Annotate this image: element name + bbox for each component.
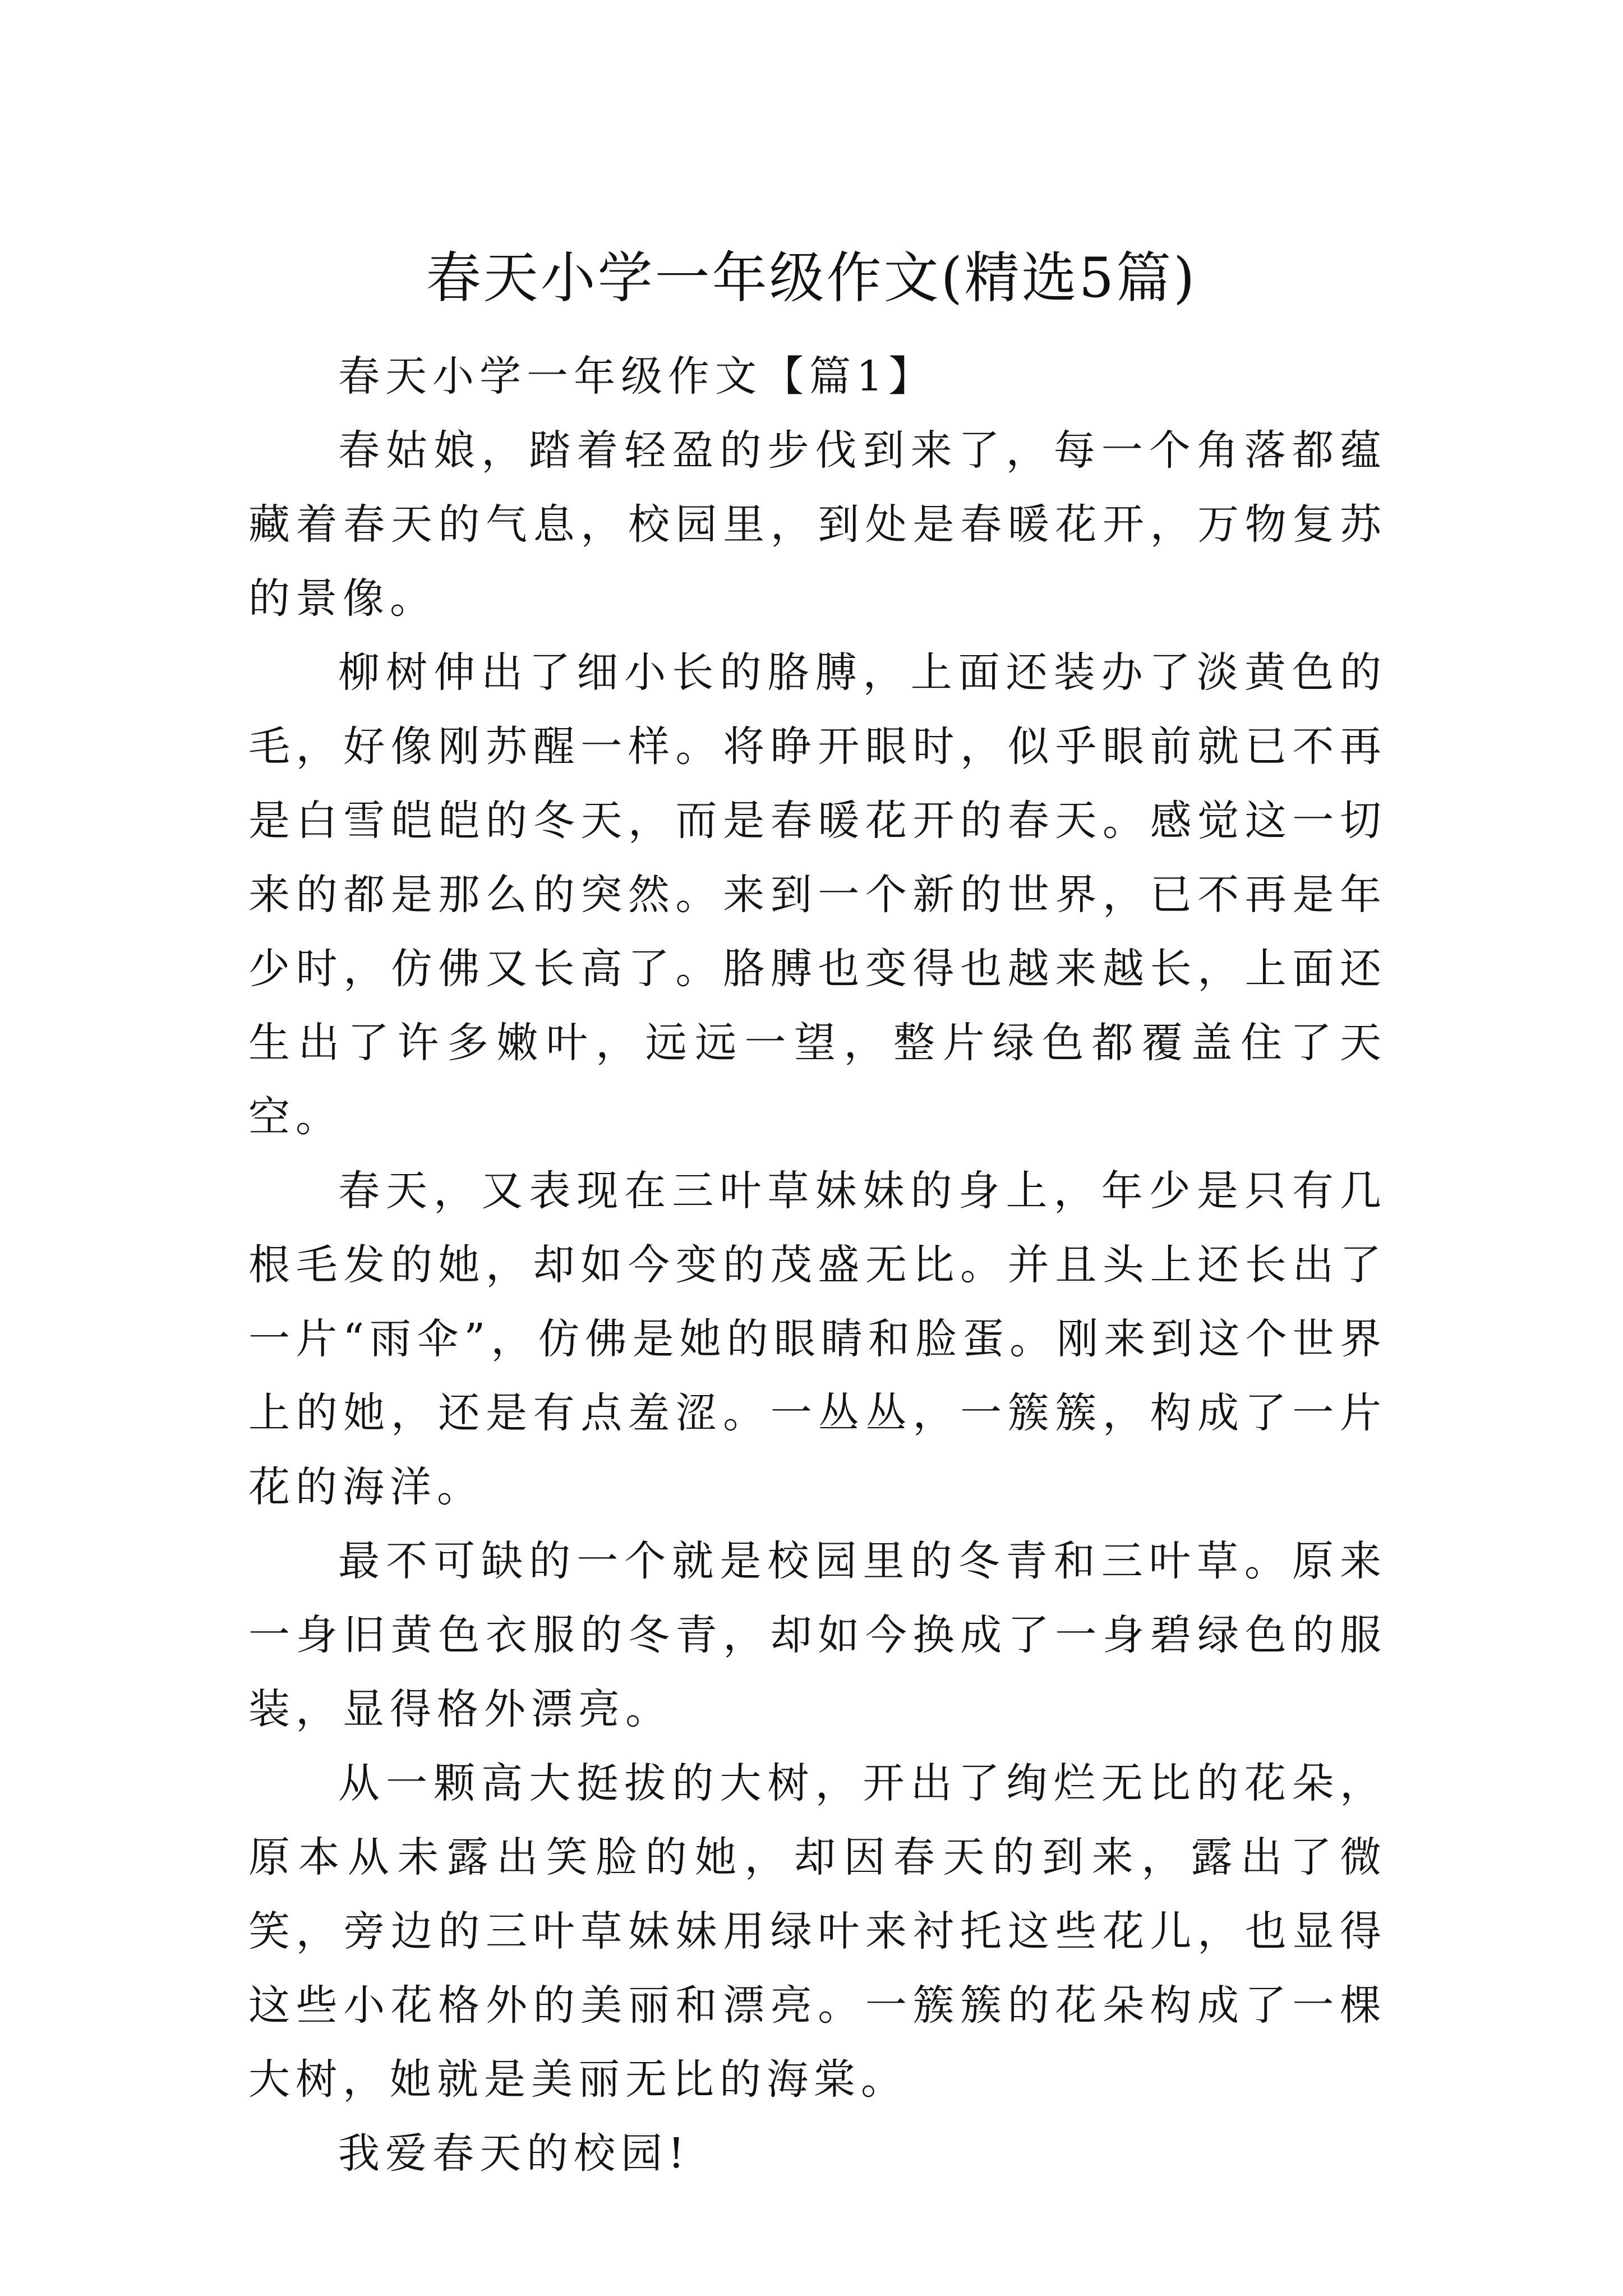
paragraph: 从一颗高大挺拔的大树，开出了绚烂无比的花朵，原本从未露出笑脸的她，却因春天的到来，露出了微笑，旁边的三叶草妹妹用绿叶来衬托这些花儿，也显得这些小花格外的美丽和漂亮。一簇簇的花朵构成了一棵大树，她就是美丽无比的海棠。 bbox=[248, 1759, 1387, 2104]
document-body bbox=[248, 339, 1387, 2191]
paragraph: 最不可缺的一个就是校园里的冬青和三叶草。原来一身旧黄色衣服的冬青，却如今换成了一身碧绿色的服装，显得格外漂亮。 bbox=[248, 1537, 1387, 1733]
paragraph: 柳树伸出了细小长的胳膊，上面还装办了淡黄色的毛，好像刚苏醒一样。将睁开眼时，似乎眼前就已不再是白雪皑皑的冬天，而是春暖花开的春天。感觉这一切来的都是那么的突然。来到一个新的世界，已不再是年少时，仿佛又长高了。胳膊也变得也越来越长，上面还生出了许多嫩叶，远远一望，整片绿色都覆盖住了天空。 bbox=[248, 648, 1387, 1141]
document-title: 春天小学一年级作文(精选5篇) bbox=[426, 246, 1197, 310]
paragraph: 春姑娘，踏着轻盈的步伐到来了，每一个角落都蕴藏着春天的气息，校园里，到处是春暖花开，万物复苏的景像。 bbox=[248, 426, 1387, 623]
section-heading: 春天小学一年级作文【篇1】 bbox=[338, 352, 936, 401]
closing-line: 我爱春天的校园! bbox=[338, 2129, 690, 2178]
paragraph: 春天，又表现在三叶草妹妹的身上，年少是只有几根毛发的她，却如今变的茂盛无比。并且头上还长出了一片“雨伞”，仿佛是她的眼睛和脸蛋。刚来到这个世界上的她，还是有点羞涩。一丛丛，一簇簇，构成了一片花的海洋。 bbox=[248, 1167, 1387, 1511]
